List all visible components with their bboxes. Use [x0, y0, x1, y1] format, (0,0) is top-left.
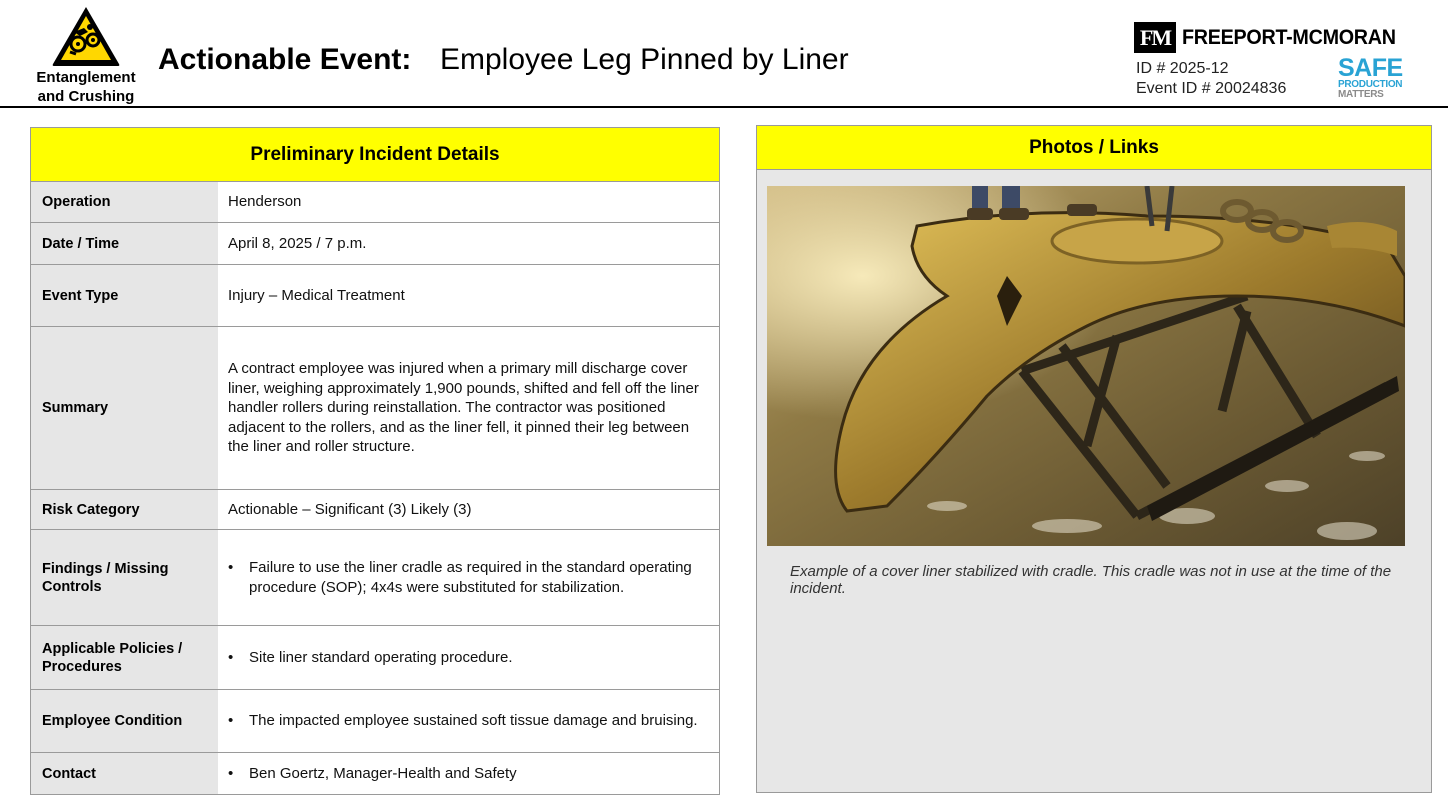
- safe-production-matters-logo: [1338, 56, 1408, 100]
- row-value: April 8, 2025 / 7 p.m.: [228, 234, 367, 252]
- row-policies: [31, 626, 719, 690]
- row-value: [218, 690, 719, 752]
- bullet-dot: •: [228, 764, 234, 782]
- bullet-text: Failure to use the liner cradle as required in the standard operating procedure (SOP); 4x4s were substituted for stabilization.: [249, 559, 692, 596]
- row-label: Applicable Policies / Procedures: [31, 626, 218, 689]
- row-label: Event Type: [31, 265, 218, 326]
- bullet-dot: •: [228, 559, 234, 576]
- row-label: Operation: [31, 182, 218, 222]
- bullet-item: [228, 764, 517, 784]
- row-event-type: [31, 265, 719, 327]
- row-label: Summary: [31, 327, 218, 489]
- entanglement-warning-icon: [50, 4, 122, 68]
- row-label: Date / Time: [31, 223, 218, 264]
- bullet-dot: •: [228, 648, 234, 666]
- row-value: [218, 530, 719, 625]
- row-value: Actionable – Significant (3) Likely (3): [228, 500, 472, 518]
- row-label: Employee Condition: [31, 690, 218, 752]
- spm-safe: SAFE: [1338, 54, 1403, 82]
- row-risk-category: [31, 490, 719, 530]
- photo-caption: Example of a cover liner stabilized with cradle. This cradle was not in use at the time of the incident.: [790, 563, 1392, 597]
- header-divider: [0, 106, 1448, 108]
- bullet-text: The impacted employee sustained soft tissue damage and bruising.: [249, 712, 698, 730]
- hazard-block: [28, 4, 144, 106]
- row-label: Contact: [31, 753, 218, 794]
- page-title: Actionable Event:: [158, 43, 412, 76]
- company-name: FREEPORT-MCMORAN: [1182, 25, 1396, 49]
- row-value: A contract employee was injured when a primary mill discharge cover liner, weighing approximately 1,900 pounds, shifted and fell off the liner handler rollers during reinstallation. The contractor was positioned adjacent to the rollers, and as the liner fell, it pinned their leg between the liner and roller structure.: [228, 360, 699, 456]
- row-operation: [31, 182, 719, 223]
- company-logo: [1134, 22, 1409, 53]
- liner-cradle-image: [767, 186, 1405, 546]
- spm-matters: MATTERS: [1338, 89, 1384, 100]
- incident-details-table: [30, 127, 720, 795]
- row-summary: [31, 327, 719, 490]
- bullet-item: [228, 711, 698, 731]
- bullet-text: Ben Goertz, Manager-Health and Safety: [249, 764, 517, 782]
- event-title: Employee Leg Pinned by Liner: [440, 43, 849, 76]
- row-label: Risk Category: [31, 490, 218, 529]
- spm-production: PRODUCTION: [1338, 79, 1403, 90]
- row-contact: [31, 753, 719, 794]
- event-id-number: Event ID # 20024836: [1136, 80, 1287, 97]
- fm-logo-mark: FM: [1134, 22, 1176, 53]
- row-value: [218, 753, 719, 794]
- row-value: [218, 626, 719, 689]
- photos-heading: Photos / Links: [757, 126, 1431, 170]
- row-employee-condition: [31, 690, 719, 753]
- row-label: Findings / Missing Controls: [31, 530, 218, 625]
- hazard-label-line2: and Crushing: [37, 88, 135, 105]
- photos-panel: [756, 125, 1432, 793]
- row-findings: [31, 530, 719, 626]
- row-value: Henderson: [228, 193, 302, 211]
- details-heading: Preliminary Incident Details: [31, 128, 719, 182]
- id-number: ID # 2025-12: [1136, 60, 1229, 77]
- row-date-time: [31, 223, 719, 265]
- bullet-dot: •: [228, 712, 234, 730]
- bullet-item: [228, 558, 709, 597]
- row-value: Injury – Medical Treatment: [228, 286, 405, 304]
- hazard-label-line1: Entanglement: [36, 69, 136, 86]
- bullet-item: [228, 648, 513, 668]
- bullet-text: Site liner standard operating procedure.: [249, 648, 513, 666]
- liner-cradle-photo: [767, 186, 1405, 546]
- brand-block: [1134, 22, 1424, 102]
